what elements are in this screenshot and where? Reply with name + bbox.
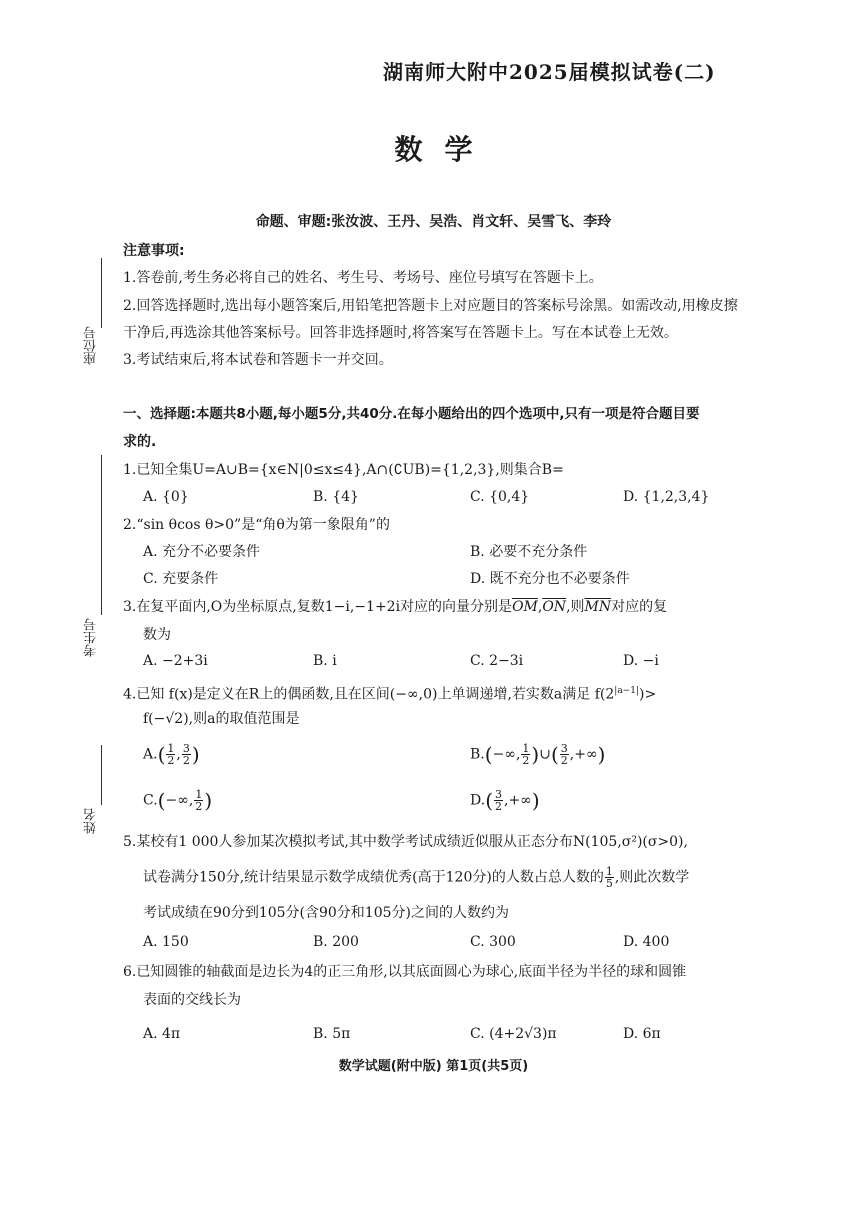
vector-on: $\overline{ON}$ xyxy=(542,599,567,615)
section-heading: 一、选择题:本题共8小题,每小题5分,共40分.在每小题给出的四个选项中,只有一项是符合题目要 xyxy=(123,406,700,422)
fraction: $\frac{1}{2}$ xyxy=(195,788,203,813)
exam-no-label: 考生号 xyxy=(84,618,99,657)
q1-option-d: D. {1,2,3,4} xyxy=(623,489,710,505)
q4-stem-gt: )> xyxy=(638,686,657,703)
question-4-stem xyxy=(123,681,656,705)
question-4-stem-cont: f(−√2),则a的取值范围是 xyxy=(143,711,300,727)
question-3-stem: 3.在复平面内,O为坐标原点,复数1−i,−1+2i对应的向量分别是$\overline{OM},\overline{ON}$,则$\overline{MN}$对应的复 xyxy=(123,599,668,615)
q3-option-b: B. i xyxy=(313,653,337,669)
exam-title: 湖南师大附中2025届模拟试卷(二) xyxy=(383,60,716,84)
note-item: 干净后,再选涂其他答案标号。回答非选择题时,将答案写在答题卡上。写在本试卷上无效。 xyxy=(123,325,678,341)
question-5-stem-cont2: 考试成绩在90分到105分(含90分和105分)之间的人数约为 xyxy=(143,905,509,921)
q2-option-a: A. 充分不必要条件 xyxy=(143,544,261,560)
q1-option-a: A. {0} xyxy=(143,489,189,505)
q5-option-d: D. 400 xyxy=(623,934,670,950)
section-heading-cont: 求的. xyxy=(123,434,157,450)
q1-option-b: B. {4} xyxy=(313,489,359,505)
fraction: $\frac{1}{2}$ xyxy=(167,742,175,767)
q2-option-b: B. 必要不充分条件 xyxy=(470,544,588,560)
q4-stem-text: 4.已知 f(x)是定义在R上的偶函数,且在区间(−∞,0)上单调递增,若实数a满足 f(2 xyxy=(123,686,615,703)
notes-heading: 注意事项: xyxy=(123,243,185,259)
note-item: 1.答卷前,考生务必将自己的姓名、考生号、考场号、座位号填写在答题卡上。 xyxy=(123,270,603,286)
q6-option-d: D. 6π xyxy=(623,1026,661,1042)
question-6-stem: 6.已知圆锥的轴截面是边长为4的正三角形,以其底面圆心为球心,底面半径为半径的球和圆锥 xyxy=(123,964,687,980)
q3-stem-text: 3.在复平面内,O为坐标原点,复数1−i,−1+2i对应的向量分别是 xyxy=(123,599,513,615)
fraction: $\frac{3}{2}$ xyxy=(560,742,568,767)
exam-no-line xyxy=(101,455,102,615)
q2-option-d: D. 既不充分也不必要条件 xyxy=(470,571,630,587)
name-line xyxy=(101,745,102,805)
page-footer: 数学试题(附中版) 第1页(共5页) xyxy=(338,1059,529,1074)
fraction: $\frac{1}{5}$ xyxy=(605,865,613,890)
seat-label: 座位号 xyxy=(84,326,99,365)
question-2-stem: 2.“sin θcos θ>0”是“角θ为第一象限角”的 xyxy=(123,517,390,533)
q2-option-c: C. 充要条件 xyxy=(143,571,219,587)
q4-option-a: A.( $\frac{1}{2}$ , $\frac{3}{2}$ ) xyxy=(143,742,200,767)
q3-option-a: A. −2+3i xyxy=(143,653,208,669)
authors-line: 命题、审题:张汝波、王丹、吴浩、肖文轩、吴雪飞、李玲 xyxy=(255,214,612,230)
question-5-stem: 5.某校有1 000人参加某次模拟考试,其中数学考试成绩近似服从正态分布N(105,σ²)(σ>0), xyxy=(123,834,688,850)
q4-exponent: |a−1| xyxy=(614,686,639,696)
q5-option-c: C. 300 xyxy=(470,934,516,950)
fraction: $\frac{3}{2}$ xyxy=(182,742,190,767)
q3-option-c: C. 2−3i xyxy=(470,653,524,669)
q1-option-c: C. {0,4} xyxy=(470,489,530,505)
note-item: 3.考试结束后,将本试卷和答题卡一并交回。 xyxy=(123,352,393,368)
vector-mn: $\overline{MN}$ xyxy=(584,599,612,615)
q5-option-b: B. 200 xyxy=(313,934,359,950)
question-5-stem-cont: 试卷满分150分,统计结果显示数学成绩优秀(高于120分)的人数占总人数的 $\frac{1}{5}$ ,则此次数学 xyxy=(143,865,690,890)
q4-option-c: C.(−∞, $\frac{1}{2}$ ) xyxy=(143,788,213,813)
q4-option-b: B.(−∞, $\frac{1}{2}$ )∪( $\frac{3}{2}$ ,+∞) xyxy=(470,742,606,767)
note-item: 2.回答选择题时,选出每小题答案后,用铅笔把答题卡上对应题目的答案标号涂黑。如需改动,用橡皮擦 xyxy=(123,298,738,314)
q3-stem-end: 对应的复 xyxy=(611,599,668,615)
q3-stem-mid: ,则 xyxy=(566,599,585,615)
question-1-stem: 1.已知全集U=A∪B={x∈N|0≤x≤4},A∩(∁UB)={1,2,3},则集合B= xyxy=(123,462,564,478)
q6-option-c: C. (4+2√3)π xyxy=(470,1026,557,1042)
fraction: $\frac{3}{2}$ xyxy=(495,788,502,813)
q6-option-b: B. 5π xyxy=(313,1026,351,1042)
subject-title: 数学 xyxy=(394,133,495,166)
fraction: $\frac{1}{2}$ xyxy=(522,742,530,767)
vector-om: $\overline{OM}$ xyxy=(512,599,538,615)
question-3-stem-cont: 数为 xyxy=(143,627,171,643)
q3-option-d: D. −i xyxy=(623,653,659,669)
q5-option-a: A. 150 xyxy=(143,934,189,950)
q6-option-a: A. 4π xyxy=(143,1026,181,1042)
q4-option-d: D.( $\frac{3}{2}$ ,+∞) xyxy=(470,788,540,813)
seat-line xyxy=(101,258,102,328)
name-label: 姓名 xyxy=(84,808,99,834)
question-6-stem-cont: 表面的交线长为 xyxy=(143,992,241,1008)
